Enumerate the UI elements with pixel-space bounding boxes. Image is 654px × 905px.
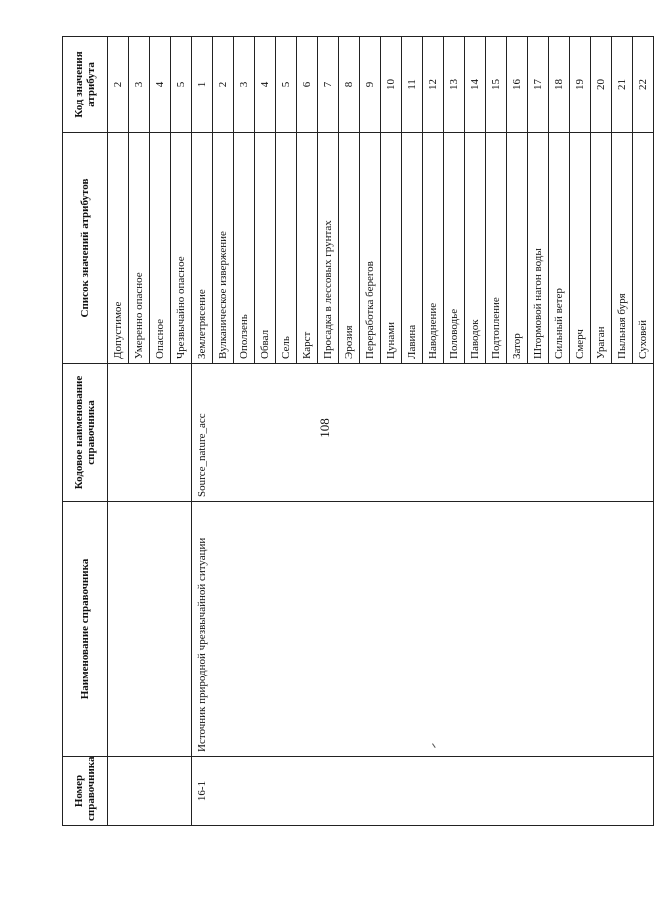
attribute-value-cell: Эрозия [339,133,360,364]
reference-number-cell: 16-1 [192,757,654,826]
attribute-value-cell: Затор [507,133,528,364]
attribute-value-cell: Землетрясение [192,133,213,364]
attribute-code-cell: 5 [276,37,297,133]
attribute-code-cell: 11 [402,37,423,133]
attribute-value-cell: Подтопление [486,133,507,364]
attribute-value-cell: Сильный ветер [549,133,570,364]
attribute-value-cell: Умеренно опасное [129,133,150,364]
attribute-code-cell: 22 [633,37,654,133]
attribute-code-cell: 21 [612,37,633,133]
header-code-name: Кодовое наименование справочника [63,364,108,502]
attribute-code-cell: 18 [549,37,570,133]
header-name: Наименование справочника [63,502,108,757]
attribute-code-cell: 17 [528,37,549,133]
attribute-value-cell: Лавина [402,133,423,364]
attribute-value-cell: Опасное [150,133,171,364]
header-attr-code: Код значения атрибута [63,37,108,133]
attribute-code-cell: 12 [423,37,444,133]
attribute-code-cell: 13 [444,37,465,133]
attribute-value-cell: Оползень [234,133,255,364]
attribute-code-cell: 6 [297,37,318,133]
attribute-value-cell: Пыльная буря [612,133,633,364]
reference-table [62,36,654,826]
header-number: Номер справочника [63,757,108,826]
attribute-code-cell: 3 [234,37,255,133]
attribute-code-cell: 9 [360,37,381,133]
attribute-value-cell: Штормовой нагон воды [528,133,549,364]
attribute-value-cell: Вулканическое извержение [213,133,234,364]
attribute-code-cell: 15 [486,37,507,133]
header-values-list: Список значений атрибутов [63,133,108,364]
attribute-value-cell: Обвал [255,133,276,364]
table-row [192,37,213,826]
attribute-value-cell: Смерч [570,133,591,364]
attribute-code-cell: 8 [339,37,360,133]
table-row [108,37,129,826]
attribute-value-cell: Суховей [633,133,654,364]
attribute-code-cell: 20 [591,37,612,133]
attribute-value-cell: Переработка берегов [360,133,381,364]
prev-name-cell [108,502,192,757]
attribute-value-cell: Сель [276,133,297,364]
attribute-code-cell: 7 [318,37,339,133]
attribute-value-cell: Карст [297,133,318,364]
attribute-code-cell: 4 [150,37,171,133]
attribute-code-cell: 16 [507,37,528,133]
attribute-code-cell: 1 [192,37,213,133]
rotated-table-container [62,37,649,826]
prev-number-cell [108,757,192,826]
attribute-value-cell: Паводок [465,133,486,364]
attribute-value-cell: Половодье [444,133,465,364]
attribute-code-cell: 3 [129,37,150,133]
attribute-code-cell: 5 [171,37,192,133]
page-number: 108 [317,418,332,438]
attribute-code-cell: 14 [465,37,486,133]
prev-code-name-cell [108,364,192,502]
table-header-row [63,37,108,826]
attribute-code-cell: 2 [213,37,234,133]
attribute-code-cell: 2 [108,37,129,133]
reference-name-cell: Источник природной чрезвычайной ситуации [192,502,654,757]
attribute-code-cell: 4 [255,37,276,133]
attribute-value-cell: Просадка в лессовых грунтах [318,133,339,364]
attribute-value-cell: Цунами [381,133,402,364]
attribute-value-cell: Наводнение [423,133,444,364]
attribute-value-cell: Чрезвычайно опасное [171,133,192,364]
attribute-code-cell: 19 [570,37,591,133]
reference-code-name-cell: Source_nature_acc [192,364,654,502]
attribute-code-cell: 10 [381,37,402,133]
attribute-value-cell: Ураган [591,133,612,364]
attribute-value-cell: Допустимое [108,133,129,364]
